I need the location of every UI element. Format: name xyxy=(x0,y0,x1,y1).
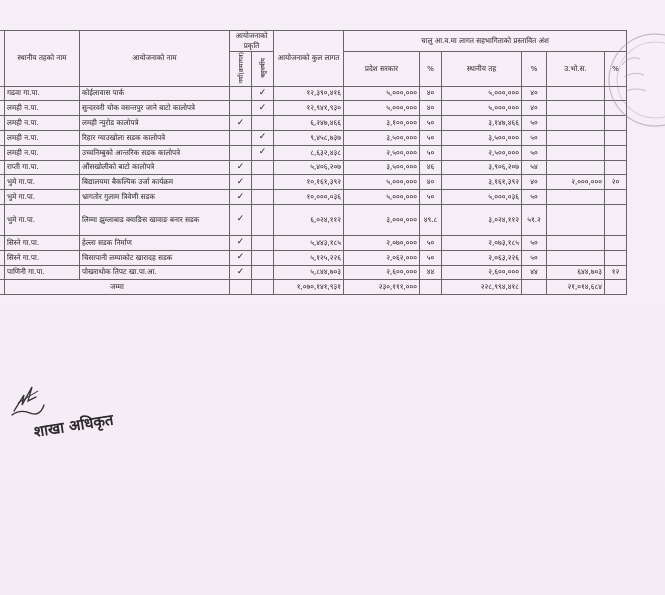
total-community: २१,०१४,६८४ xyxy=(547,280,605,295)
total-cost-cell: १२,९४१,९३० xyxy=(274,101,344,116)
total-cost-cell: ५,१२५,२२६ xyxy=(274,250,344,265)
province-pct-header: % xyxy=(420,52,442,87)
nature-new-cell: ✓ xyxy=(230,160,252,175)
local-share-cell: २,०७३,१८५ xyxy=(442,235,522,250)
local-share-cell: ५,०००,००० xyxy=(442,101,522,116)
province-pct-cell: ४० xyxy=(420,86,442,101)
total-cost-cell: ६,२४७,४६६ xyxy=(274,116,344,131)
province-pct-cell: ५० xyxy=(420,190,442,205)
local-body-cell: भुमे गा.पा. xyxy=(5,204,80,235)
total-cost-cell: ५,४४३,१८५ xyxy=(274,235,344,250)
total-label: जम्मा xyxy=(5,280,230,295)
local-share-cell: ३,१४७,४६६ xyxy=(442,116,522,131)
nature-new-cell: ✓ xyxy=(230,116,252,131)
table-row xyxy=(0,250,627,265)
nature-multiyear-cell xyxy=(252,190,274,205)
table-row xyxy=(0,86,627,101)
nature-new-cell: ✓ xyxy=(230,175,252,190)
community-cell xyxy=(547,250,605,265)
local-share-cell: ३,०२४,११२ xyxy=(442,204,522,235)
local-body-cell: लमही न.पा. xyxy=(5,101,80,116)
nature-multiyear-cell: ✓ xyxy=(252,86,274,101)
nature-new-cell: ✓ xyxy=(230,235,252,250)
nature-new-header: नयाँ(क्रमागत) xyxy=(230,52,252,87)
local-body-cell: सिस्ने गा.पा. xyxy=(5,235,80,250)
project-name-cell: औंसखोलीको बाटो कालोपत्रे xyxy=(80,160,230,175)
nature-new-cell xyxy=(230,130,252,145)
nature-new-cell: ✓ xyxy=(230,190,252,205)
local-body-cell: लमही न.पा. xyxy=(5,116,80,131)
province-pct-cell: ४९.८ xyxy=(420,204,442,235)
province-cell: ३,५००,००० xyxy=(344,160,420,175)
province-pct-cell: ४६ xyxy=(420,160,442,175)
province-cell: ३,१००,००० xyxy=(344,116,420,131)
province-pct-cell: ४४ xyxy=(420,265,442,280)
community-pct-cell xyxy=(605,204,627,235)
table-row xyxy=(0,116,627,131)
nature-multiyear-cell xyxy=(252,175,274,190)
local-body-cell: भुमे गा.पा. xyxy=(5,190,80,205)
province-pct-cell: ५० xyxy=(420,250,442,265)
community-cell xyxy=(547,116,605,131)
signature xyxy=(8,375,48,419)
office-stamp xyxy=(600,25,665,135)
section-officer-label: शाखा अधिकृत xyxy=(32,410,115,441)
local-share-cell: २,५००,००० xyxy=(442,145,522,160)
community-cell: २,०००,००० xyxy=(547,175,605,190)
nature-multiyear-cell xyxy=(252,204,274,235)
nature-multiyear-cell: ✓ xyxy=(252,101,274,116)
community-pct-cell: २० xyxy=(605,175,627,190)
community-pct-cell xyxy=(605,235,627,250)
local-share-cell: ३,५००,००० xyxy=(442,130,522,145)
total-cost-cell: ८,६३२,४३८ xyxy=(274,145,344,160)
nature-multiyear-cell xyxy=(252,160,274,175)
table-row xyxy=(0,160,627,175)
local-pct-cell: ५० xyxy=(522,116,547,131)
local-pct-cell: ५४ xyxy=(522,160,547,175)
local-pct-cell: ५० xyxy=(522,130,547,145)
total-cost-header: आयोजनाको कुल लागत xyxy=(274,31,344,87)
community-pct-cell: १२ xyxy=(605,265,627,280)
community-cell: ६४४,७०३ xyxy=(547,265,605,280)
local-pct-cell: ४० xyxy=(522,101,547,116)
project-name-cell: पोखराथोक तिपट खा.पा.आ. xyxy=(80,265,230,280)
local-header: स्थानीय तह xyxy=(442,52,522,87)
province-pct-cell: ५० xyxy=(420,235,442,250)
project-name-cell: भ्रागतोर गुलाम त्रिवेणी सडक xyxy=(80,190,230,205)
project-name-cell: चिसापानी लम्पाकोट खारादह सडक xyxy=(80,250,230,265)
project-name-cell: सुन्दरवरी चोक वसन्तपुर जाने बाटो कालोपत्रे xyxy=(80,101,230,116)
nature-new-cell: ✓ xyxy=(230,204,252,235)
total-cost-cell: ६,०२४,११२ xyxy=(274,204,344,235)
community-cell xyxy=(547,130,605,145)
community-cell xyxy=(547,190,605,205)
nature-multiyear-cell: ✓ xyxy=(252,145,274,160)
local-pct-header: % xyxy=(522,52,547,87)
province-pct-cell: ४० xyxy=(420,101,442,116)
community-pct-cell xyxy=(605,190,627,205)
community-cell xyxy=(547,235,605,250)
project-name-cell: कोईलावास पार्क xyxy=(80,86,230,101)
project-name-cell: रिहार ग्याउखोला सडक कालोपत्रे xyxy=(80,130,230,145)
table-row xyxy=(0,190,627,205)
province-cell: ५,०००,००० xyxy=(344,86,420,101)
local-body-header: स्थानीय तहको नाम xyxy=(5,31,80,87)
province-pct-cell: ५० xyxy=(420,116,442,131)
total-cost: १,०७०,१४१,९३१ xyxy=(274,280,344,295)
nature-new-cell xyxy=(230,86,252,101)
cost-share-header: चालु आ.व.मा लागत सहभागिताको प्रस्तावित अंश xyxy=(344,31,627,52)
total-cost-cell: ५,८४४,७०३ xyxy=(274,265,344,280)
local-pct-cell: ५० xyxy=(522,190,547,205)
community-cell xyxy=(547,145,605,160)
local-pct-cell: ५० xyxy=(522,235,547,250)
project-budget-table xyxy=(0,30,627,295)
total-cost-cell: १०,०००,०३६ xyxy=(274,190,344,205)
nature-multiyear-cell xyxy=(252,116,274,131)
project-name-cell: लमही न्युरोड कालोपत्रे xyxy=(80,116,230,131)
local-pct-cell: ४० xyxy=(522,175,547,190)
total-cost-cell: ९,४५८,७३७ xyxy=(274,130,344,145)
nature-header: आयोजनाको प्रकृति xyxy=(230,31,274,52)
nature-multiyear-cell xyxy=(252,235,274,250)
table-row xyxy=(0,235,627,250)
total-local: २२८,९९४,४१८ xyxy=(442,280,522,295)
table-row xyxy=(0,175,627,190)
community-header: उ.भो.स. xyxy=(547,52,605,87)
community-pct-cell xyxy=(605,250,627,265)
community-cell xyxy=(547,160,605,175)
table-row xyxy=(0,204,627,235)
province-cell: २,६००,००० xyxy=(344,265,420,280)
province-cell: २,५००,००० xyxy=(344,145,420,160)
project-name-header: आयोजनाको नाम xyxy=(80,31,230,87)
local-body-cell: गढवा गा.पा. xyxy=(5,86,80,101)
table-row xyxy=(0,145,627,160)
local-body-cell: लमही न.पा. xyxy=(5,130,80,145)
community-cell xyxy=(547,101,605,116)
community-cell xyxy=(547,86,605,101)
local-body-cell: सिस्ने गा.पा. xyxy=(5,250,80,265)
nature-new-cell: ✓ xyxy=(230,250,252,265)
province-pct-cell: ५० xyxy=(420,130,442,145)
nature-new-cell xyxy=(230,145,252,160)
community-pct-header: % xyxy=(605,52,627,87)
local-pct-cell: ५० xyxy=(522,250,547,265)
total-cost-cell: ५,४०६,२०७ xyxy=(274,160,344,175)
local-share-cell: ३,९०६,२०७ xyxy=(442,160,522,175)
community-pct-cell xyxy=(605,160,627,175)
project-name-cell: हेल्ला सडक निर्माण xyxy=(80,235,230,250)
table-body xyxy=(0,86,627,280)
local-pct-cell: ५० xyxy=(522,145,547,160)
province-cell: ३,०००,००० xyxy=(344,204,420,235)
table-row xyxy=(0,101,627,116)
local-share-cell: ५,०००,००० xyxy=(442,86,522,101)
project-name-cell: लिम्मा झुम्लाबाड क्याङिस खावाङ बनार सडक xyxy=(80,204,230,235)
local-share-cell: ५,०००,०३६ xyxy=(442,190,522,205)
nature-multiyear-header: बहुवर्षीय xyxy=(252,52,274,87)
province-cell: ५,०००,००० xyxy=(344,190,420,205)
nature-multiyear-cell: ✓ xyxy=(252,130,274,145)
local-share-cell: २,६००,००० xyxy=(442,265,522,280)
total-cost-cell: १०,१६१,३९२ xyxy=(274,175,344,190)
province-cell: ५,०००,००० xyxy=(344,101,420,116)
local-pct-cell: ५१.२ xyxy=(522,204,547,235)
local-body-cell: राप्ती गा.पा. xyxy=(5,160,80,175)
province-pct-cell: ५० xyxy=(420,145,442,160)
community-pct-cell xyxy=(605,145,627,160)
project-name-cell: उच्चनिम्बुको आन्तरिक सडक कालोपत्रे xyxy=(80,145,230,160)
total-cost-cell: १२,३९०,४१६ xyxy=(274,86,344,101)
local-body-cell: लमही न.पा. xyxy=(5,145,80,160)
province-cell: २,०६२,००० xyxy=(344,250,420,265)
province-cell: २,०७०,००० xyxy=(344,235,420,250)
local-pct-cell: ४० xyxy=(522,86,547,101)
nature-new-cell: ✓ xyxy=(230,265,252,280)
province-header: प्रदेश सरकार xyxy=(344,52,420,87)
project-name-cell: बिद्यालयमा बैकल्पिक उर्जा कार्यक्रम xyxy=(80,175,230,190)
local-share-cell: २,०६३,२२६ xyxy=(442,250,522,265)
local-body-cell: भुमे गा.पा. xyxy=(5,175,80,190)
nature-multiyear-cell xyxy=(252,265,274,280)
local-pct-cell: ४४ xyxy=(522,265,547,280)
province-cell: ५,०००,००० xyxy=(344,175,420,190)
nature-new-cell xyxy=(230,101,252,116)
province-cell: ३,५००,००० xyxy=(344,130,420,145)
table-row xyxy=(0,265,627,280)
table-row xyxy=(0,130,627,145)
community-cell xyxy=(547,204,605,235)
local-body-cell: पाणिनी गा.पा. xyxy=(5,265,80,280)
total-row xyxy=(0,280,627,295)
province-pct-cell: ४० xyxy=(420,175,442,190)
local-share-cell: ३,१६१,३९२ xyxy=(442,175,522,190)
nature-multiyear-cell xyxy=(252,250,274,265)
total-province: २३०,१११,००० xyxy=(344,280,420,295)
